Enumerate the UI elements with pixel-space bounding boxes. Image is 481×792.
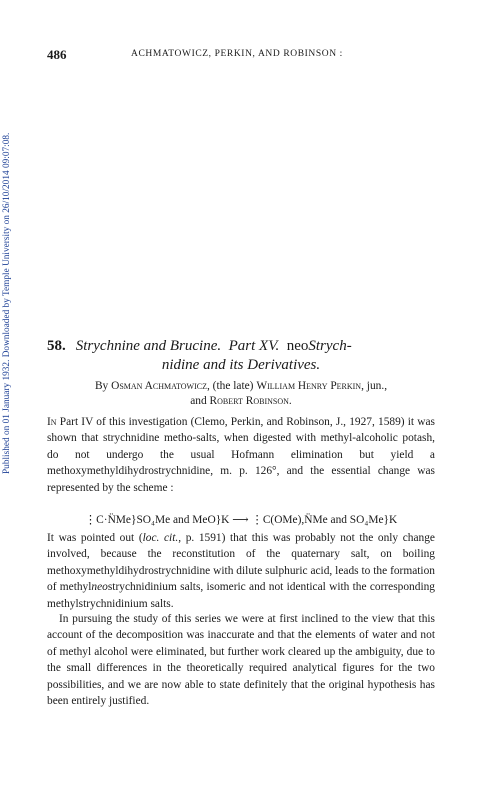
page-number: 486 [47,47,67,62]
neo-prefix: neo [91,581,108,594]
paragraph-2 [47,530,435,612]
authors-jun: , jun., [361,380,388,392]
authors-by: By [94,380,112,392]
paragraph-3: In pursuing the study of this series we were at first inclined to the view that this account of the decomposition was inaccurate and that the elements of water and not of methyl alcohol were eliminated, but further work cleared up the ambiguity, due to the small differences in the theoretically required analytical figures for the two possibilities, and we are now able to state definitely that the original hypothesis has been entirely justified. [47,613,435,708]
article-title [47,337,435,375]
reaction-scheme: ⋮C·N̈Me}SO₄Me and MeO}K ⟶ ⋮C(OMe),N̈Me and SO₄Me}K [84,514,398,526]
publication-notice: Published on 01 January 1932. Downloaded by Temple University on 26/10/2014 09:07:08. [2,132,12,474]
running-head: ACHMATOWICZ, PERKIN, AND ROBINSON : [131,49,343,59]
authors-mid: , (the late) [206,380,257,392]
title-line-2: nidine and its Derivatives. [161,357,321,373]
authors-end: . [288,395,292,407]
authors [47,379,435,409]
page-header [47,47,435,63]
loc-cit: loc. cit. [142,532,179,544]
paragraph-2-c: strychnidinium salts, isomeric and not identical with the corresponding methylstrychnidinium salts. [47,581,435,610]
author-3: Robert Robinson [209,395,289,407]
title-part-c: neo [286,338,309,354]
title-part-d: Strych- [308,338,352,354]
article-number: 58. [47,338,66,354]
paragraph-2-b: , p. 1591) that this was probably not the only change involved, because the reconstitution of the quaternary salt, on boiling methoxymethyldihydrostrychnidine with dilute sulphuric acid, leads to the formation of methyl [47,532,435,594]
author-2: William Henry Perkin [256,380,362,392]
paragraph-1-lead: In [47,416,57,428]
paragraph-1-text: Part IV of this investigation (Clemo, Perkin, and Robinson, J., 1927, 1589) it was shown that strychnidine metho-salts, when digested with methyl-alcoholic potash, do not undergo the usual Hofmann elimination but yield a methoxymethyldihydrostrychnidine, m. p. 126°, and the essential change was represented by the scheme : [47,416,435,494]
paragraph-1 [47,414,435,496]
author-1: Osman Achmatowicz [111,380,207,392]
title-part-a: Strychnine and Brucine. [75,338,222,354]
title-part-b: Part XV. [228,338,280,354]
paragraph-2-a: It was pointed out ( [47,532,143,544]
authors-and: and [190,395,210,407]
